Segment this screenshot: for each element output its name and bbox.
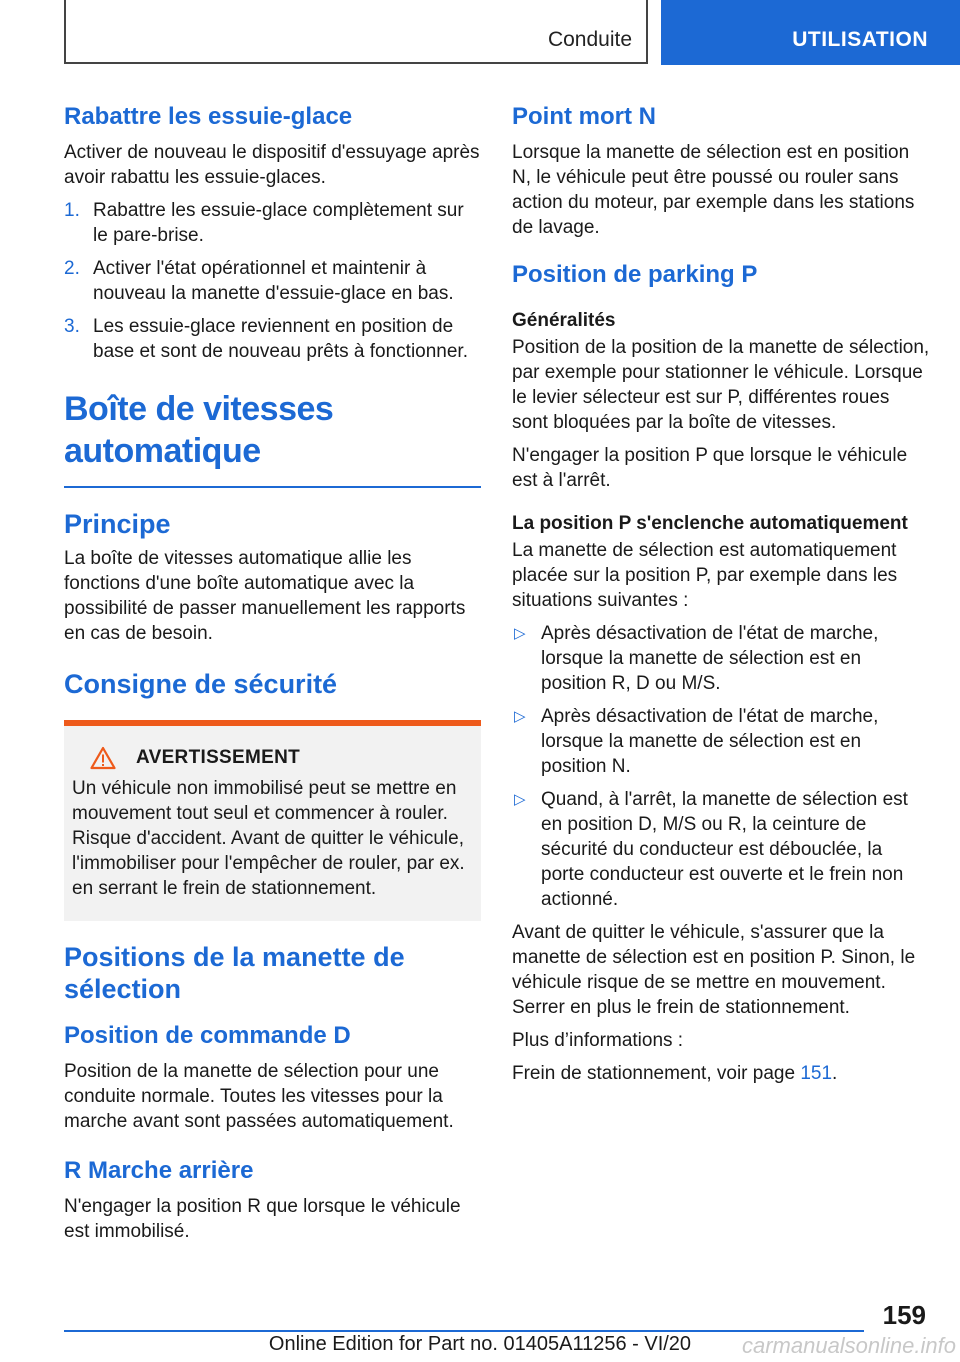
wiper-fold-steps: [64, 198, 481, 364]
list-item: [512, 787, 930, 912]
wiper-fold-heading: Rabattre les essuie-glace: [64, 103, 353, 130]
warning-text: Un véhicule non immobilisé peut se mettre en mouvement tout seul et commencer à rouler. Risque d'accident. Avant de quitter le véhicule, l'immobiliser pour l'empêcher de rouler, par ex. en serrant le frein de stationnement.: [72, 778, 465, 899]
header-section-title: Conduite: [547, 28, 632, 51]
triangle-bullet-icon: ▷: [514, 625, 526, 642]
park-heading: Position de parking P: [512, 261, 758, 288]
leave-vehicle-text: Avant de quitter le véhicule, s'assurer que la manette de sélection est en position P. Sinon, le véhicule risque de se mettre en mouvement. Serrer en plus le frein de stationnement.: [512, 922, 916, 1018]
header-chapter-label: UTILISATION: [792, 28, 928, 51]
chapter-title-line2: automatique: [64, 432, 261, 470]
auto-park-list: [512, 621, 930, 912]
step-item: [64, 256, 481, 306]
general-text-2: N'engager la position P que lorsque le véhicule est à l'arrêt.: [512, 445, 908, 491]
list-item: [512, 704, 930, 779]
warning-title: AVERTISSEMENT: [136, 747, 301, 768]
chapter-title: [64, 388, 481, 472]
auto-park-text: La manette de sélection est automatiquement placée sur la position P, par exemple dans les situations suivantes :: [512, 540, 898, 611]
footer-edition: Online Edition for Part no. 01405A11256 - VI/20: [268, 1333, 692, 1355]
principle-heading: Principe: [64, 509, 171, 539]
header-section-box: [64, 0, 648, 64]
wiper-fold-intro: Activer de nouveau le dispositif d'essuyage après avoir rabattu les essuie-glaces.: [64, 142, 480, 188]
reference-suffix: .: [832, 1063, 838, 1084]
left-column: [64, 100, 481, 1252]
triangle-bullet-icon: ▷: [514, 791, 526, 808]
step-text: Les essuie-glace reviennent en position de base et sont de nouveau prêts à fonctionner.: [93, 316, 468, 362]
auto-park-heading: La position P s'enclenche automatiquement: [512, 513, 908, 534]
right-column: [512, 100, 930, 1094]
neutral-text: Lorsque la manette de sélection est en position N, le véhicule peut être poussé ou rouler sans action du moteur, par exemple dans les stations de lavage.: [512, 142, 915, 238]
list-item-text: Quand, à l'arrêt, la manette de sélection est en position D, M/S ou R, la ceinture de sécurité du conducteur est débouclée, la porte conducteur est ouverte et le frein non actionné.: [541, 789, 908, 910]
footer-rule: [64, 1330, 864, 1332]
more-info-label: Plus d’informations :: [512, 1030, 684, 1051]
general-text-1: Position de la position de la manette de sélection, par exemple pour stationner le véhicule. Lorsque le levier sélecteur est sur P, différentes roues sont bloquées par la boîte de vitesses.: [512, 337, 930, 433]
list-item: [512, 621, 930, 696]
reference-text: Frein de stationnement, voir page: [512, 1063, 801, 1084]
step-number: 1.: [64, 200, 80, 221]
page-link[interactable]: 151: [800, 1063, 833, 1084]
warning-box: [64, 726, 481, 921]
general-heading: Généralités: [512, 310, 616, 331]
triangle-bullet-icon: ▷: [514, 708, 526, 725]
step-number: 2.: [64, 258, 80, 279]
drive-position-text: Position de la manette de sélection pour une conduite normale. Toutes les vitesses pour la marche avant sont passées automatiquement.: [64, 1061, 454, 1132]
warning-triangle-icon: [90, 746, 116, 770]
selector-positions-heading: Positions de la manette de sélection: [64, 942, 405, 1004]
step-text: Activer l'état opérationnel et maintenir à nouveau la manette d'essuie-glace en bas.: [93, 258, 454, 304]
safety-heading: Consigne de sécurité: [64, 669, 338, 699]
drive-position-heading: Position de commande D: [64, 1022, 351, 1049]
watermark: carmanualsonline.info: [741, 1333, 956, 1358]
chapter-title-line1: Boîte de vitesses: [64, 390, 334, 428]
step-number: 3.: [64, 316, 80, 337]
list-item-text: Après désactivation de l'état de marche, lorsque la manette de sélection est en position R, D ou M/S.: [541, 623, 879, 694]
neutral-heading: Point mort N: [512, 103, 656, 130]
reverse-heading: R Marche arrière: [64, 1157, 254, 1184]
step-text: Rabattre les essuie-glace complètement sur le pare-brise.: [93, 200, 464, 246]
page-number: 159: [882, 1300, 926, 1330]
list-item-text: Après désactivation de l'état de marche, lorsque la manette de sélection est en position N.: [541, 706, 879, 777]
step-item: [64, 198, 481, 248]
reverse-text: N'engager la position R que lorsque le véhicule est immobilisé.: [64, 1196, 461, 1242]
parking-brake-reference: [512, 1061, 930, 1086]
principle-text: La boîte de vitesses automatique allie les fonctions d'une boîte automatique avec la possibilité de passer manuellement les rapports en cas de besoin.: [64, 548, 466, 644]
chapter-rule: [64, 486, 481, 488]
header-chapter-tab: [661, 0, 960, 65]
step-item: [64, 314, 481, 364]
warning-header: [72, 746, 473, 770]
